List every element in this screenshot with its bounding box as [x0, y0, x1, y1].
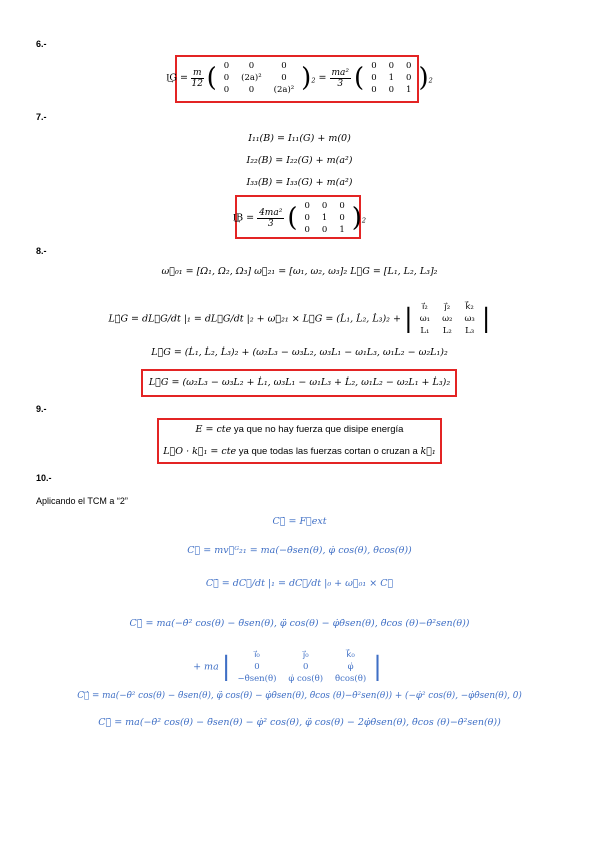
matrix-cell: 0: [388, 61, 395, 71]
matrix-cell: 0: [406, 61, 412, 71]
eq8-line4: L⃗̇G = (ω₂L₃ − ω₃L₂ + L̇₁, ω₃L₁ − ω₁L₃ + L̇₂, ω₁L₂ − ω₂L₁ + L̇₃)₂: [148, 377, 451, 388]
eq7-line2: I₂₂(B) = I₂₂(G) + m(a²): [246, 155, 353, 166]
matrix-cell: 0: [303, 662, 309, 672]
matrix-cell: 0: [406, 73, 412, 83]
eq10-line1: C⃗̇ = F⃗ext: [272, 516, 327, 527]
matrix-cell: (2a)²: [273, 85, 295, 95]
equation-6: I͢G = $\frac{m}{12}$ ( 0 0 0 0 (2a)² 0 0 0 (2a)² )$_2$ = $\frac{\text{ma²}}{3}$ ( 0 0 0 0 1 0 0 0 1 )$_2$: [166, 61, 433, 95]
matrix-cell: 0: [248, 61, 255, 71]
eq7-line1: I₁₁(B) = I₁₁(G) + m(0): [248, 133, 351, 144]
matrix-cell: 0: [321, 225, 328, 235]
matrix-cell: 0: [248, 85, 255, 95]
matrix-cell: −θ̇sen(θ): [237, 674, 277, 684]
matrix-cell: 0: [339, 213, 345, 223]
eq6-lhs: I͢G =: [166, 72, 191, 84]
eq6-matrix-2: [364, 59, 418, 97]
matrix-cell: j⃗₀: [302, 650, 309, 660]
matrix-cell: 0: [304, 225, 310, 235]
section-6-label: 6.-: [36, 39, 47, 49]
eq10-intro: Aplicando el TCM a “2”: [36, 496, 128, 506]
section-7-label: 7.-: [36, 112, 47, 122]
eq10-line7: C⃗̇ = ma(−θ̇² cos(θ) − θ̈sen(θ) − φ̇² cos(θ), φ̈ cos(θ) − 2φ̇θ̇sen(θ), θ̈cos (θ)−θ̇²sen(θ)): [98, 717, 501, 728]
matrix-cell: 0: [339, 201, 345, 211]
eq10-line5: + ma | i⃗₀ j⃗₀ k⃗₀ 0 0 φ̇ −θ̇sen(θ) φ̇ cos(θ) θ̇cos(θ) |: [193, 650, 382, 684]
matrix-cell: 0: [254, 662, 260, 672]
matrix-cell: k⃗₀: [346, 650, 355, 660]
matrix-cell: 1: [339, 225, 345, 235]
eq10-line3: C⃗̇ = dC⃗/dt |₁ = dC⃗/dt |₀ + ω⃗₀₁ × C⃗: [205, 578, 394, 589]
matrix-cell: L₁: [420, 326, 430, 336]
eq10-determinant: [231, 648, 374, 686]
matrix-cell: 0: [388, 85, 395, 95]
matrix-cell: 0: [281, 73, 287, 83]
section-9-label: 9.-: [36, 404, 47, 414]
matrix-cell: 1: [321, 213, 328, 223]
matrix-cell: 1: [388, 73, 395, 83]
eq7-matrix: [298, 199, 352, 237]
matrix-cell: 0: [223, 73, 230, 83]
eq8-line3: L⃗̇G = (L̇₁, L̇₂, L̇₃)₂ + (ω₂L₃ − ω₃L₂, ω₃L₁ − ω₁L₃, ω₁L₂ − ω₂L₁)₂: [151, 347, 448, 358]
matrix-cell: L₂: [442, 326, 452, 336]
matrix-cell: 0: [223, 61, 230, 71]
eq10-line6: C⃗̇ = ma(−θ̇² cos(θ) − θ̈sen(θ), φ̈ cos(θ) − φ̇θ̇sen(θ), θ̈cos (θ)−θ̇²sen(θ)) + (−φ̇² cos(θ), −φ̇θ̇sen(θ), 0): [77, 691, 522, 701]
matrix-cell: k⃗₂: [465, 302, 474, 312]
eq6-fraction: $\frac{m}{12}$: [191, 67, 203, 89]
matrix-cell: ω₁: [419, 314, 431, 324]
matrix-cell: 1: [406, 85, 412, 95]
matrix-cell: 0: [321, 201, 328, 211]
eq9-line1: E = cte ya que no hay fuerza que disipe energía: [195, 424, 404, 435]
eq9-line2: L⃗O · k⃗₁ = cte ya que todas las fuerzas cortan o cruzan a k⃗₁: [163, 446, 436, 457]
matrix-cell: (2a)²: [241, 73, 262, 83]
matrix-cell: φ̇ cos(θ): [288, 674, 324, 684]
matrix-cell: i⃗₀: [254, 650, 260, 660]
eq6-fraction-2: $\frac{\text{ma²}}{3}$: [331, 67, 350, 89]
matrix-cell: 0: [371, 85, 377, 95]
eq10-line2: C⃗ = mv⃗ᴳ₂₁ = ma(−θ̇sen(θ), φ̇ cos(θ), θ̇cos(θ)): [187, 545, 412, 556]
section-8-label: 8.-: [36, 246, 47, 256]
matrix-cell: 0: [371, 73, 377, 83]
section-10-label: 10.-: [36, 473, 52, 483]
matrix-cell: 0: [304, 213, 310, 223]
matrix-cell: j⃗₂: [444, 302, 451, 312]
eq10-line4: C⃗̇ = ma(−θ̇² cos(θ) − θ̈sen(θ), φ̈ cos(θ) − φ̇θ̇sen(θ), θ̈cos (θ)−θ̇²sen(θ)): [129, 618, 470, 629]
matrix-cell: 0: [371, 61, 377, 71]
eq8-line2: L⃗̇G = dL⃗G/dt |₁ = dL⃗G/dt |₂ + ω⃗₂₁ × L⃗G = (L̇₁, L̇₂, L̇₃)₂ + | i⃗₂ j⃗₂ k⃗₂ ω₁ ω₂ ω₃ L₁ L₂ L₃ |: [108, 302, 491, 336]
eq8-determinant: [413, 300, 482, 338]
eq8-line1: ω⃗₀₁ = [Ω₁, Ω₂, Ω₃] ω⃗₂₁ = [ω₁, ω₂, ω₃]₂ L⃗G = [L₁, L₂, L₃]₂: [161, 266, 438, 277]
matrix-cell: i⃗₂: [422, 302, 428, 312]
matrix-cell: φ̇: [347, 662, 354, 672]
eq6-matrix: [217, 59, 301, 97]
matrix-cell: 0: [281, 61, 287, 71]
eq7-line3: I₃₃(B) = I₃₃(G) + m(a²): [246, 177, 353, 188]
matrix-cell: 0: [304, 201, 310, 211]
equation-7: I͢B = $\frac{\text{4ma²}}{3}$ ( 0 0 0 0 1 0 0 0 1 )$_2$: [232, 201, 367, 235]
eq7-fraction: $\frac{\text{4ma²}}{3}$: [259, 207, 283, 229]
matrix-cell: ω₂: [442, 314, 453, 324]
matrix-cell: θ̇cos(θ): [335, 674, 367, 684]
matrix-cell: 0: [223, 85, 230, 95]
matrix-cell: ω₃: [464, 314, 475, 324]
matrix-cell: L₃: [465, 326, 475, 336]
